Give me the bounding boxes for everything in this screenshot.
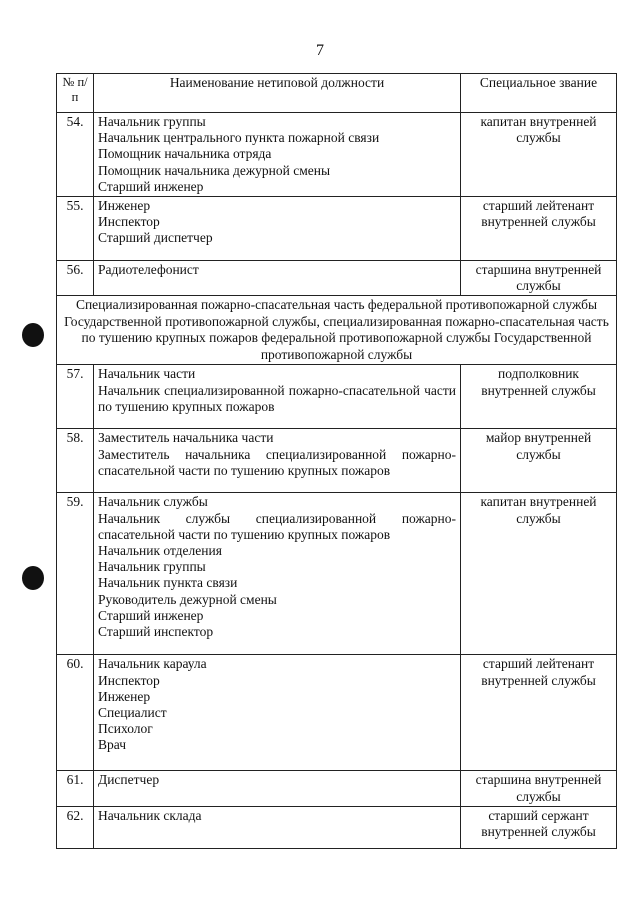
table-row <box>57 806 617 848</box>
table-row <box>57 261 617 296</box>
position-title: Начальник части <box>98 366 196 382</box>
table-row <box>57 429 617 493</box>
position-title: Помощник начальника отряда <box>98 146 272 162</box>
special-rank: старшина внутренней службы <box>461 261 617 296</box>
special-rank: подполковник внутренней службы <box>461 365 617 429</box>
row-number: 54. <box>57 113 94 197</box>
position-title: Руководитель дежурной смены <box>98 591 277 607</box>
position-title: Начальник группы <box>98 559 206 575</box>
header-title: Наименование нетиповой должности <box>94 74 461 113</box>
row-number: 62. <box>57 806 94 848</box>
position-title: Старший инженер <box>98 607 204 623</box>
special-rank: старший сержант внутренней службы <box>461 806 617 848</box>
row-number: 57. <box>57 365 94 429</box>
position-title: Инспектор <box>98 672 160 688</box>
table-body-b <box>57 365 617 848</box>
position-title: Врач <box>98 737 126 753</box>
position-title: Помощник начальника дежурной смены <box>98 162 331 178</box>
position-title: Радиотелефонист <box>98 262 199 278</box>
position-title: Начальник караула <box>98 656 207 672</box>
position-title: Старший диспетчер <box>98 230 213 246</box>
position-title: Старший инспектор <box>98 624 214 640</box>
position-title: Начальник службы специализированной пожарно-спасательной части по тушению крупных пожаров <box>98 510 456 542</box>
row-number: 60. <box>57 655 94 771</box>
table-body-a <box>57 113 617 296</box>
table-header-row <box>57 74 617 113</box>
row-number: 59. <box>57 493 94 655</box>
table-row <box>57 493 617 655</box>
position-title: Инженер <box>98 688 151 704</box>
position-title: Начальник склада <box>98 807 202 823</box>
punch-hole-mark <box>22 566 44 590</box>
table-row <box>57 113 617 197</box>
position-title: Диспетчер <box>98 772 160 788</box>
section-heading-row <box>57 296 617 365</box>
position-titles <box>94 655 461 771</box>
row-number: 58. <box>57 429 94 493</box>
position-titles <box>94 493 461 655</box>
position-title: Специалист <box>98 705 167 721</box>
position-titles <box>94 365 461 429</box>
positions-table <box>56 73 617 849</box>
table-row <box>57 655 617 771</box>
header-num: № п/п <box>57 74 94 113</box>
position-title: Начальник специализированной пожарно-спасательной части по тушению крупных пожаров <box>98 382 456 414</box>
position-title: Инспектор <box>98 214 160 230</box>
special-rank: капитан внутренней службы <box>461 113 617 197</box>
position-titles <box>94 771 461 806</box>
position-title: Начальник группы <box>98 114 206 129</box>
position-title: Старший инженер <box>98 178 204 194</box>
position-titles <box>94 261 461 296</box>
position-title: Инженер <box>98 198 151 214</box>
position-titles <box>94 429 461 493</box>
page-number: 7 <box>316 42 324 59</box>
position-title: Начальник пункта связи <box>98 575 238 591</box>
row-number: 55. <box>57 197 94 261</box>
position-title: Начальник отделения <box>98 543 222 559</box>
position-title: Психолог <box>98 721 153 737</box>
position-title: Заместитель начальника специализированной пожарно-спасательной части по тушению крупных пожаров <box>98 446 456 478</box>
table-row <box>57 771 617 806</box>
special-rank: капитан внутренней службы <box>461 493 617 655</box>
position-titles <box>94 806 461 848</box>
special-rank: старшина внутренней службы <box>461 771 617 806</box>
position-titles <box>94 113 461 197</box>
row-number: 61. <box>57 771 94 806</box>
position-title: Заместитель начальника части <box>98 430 274 446</box>
special-rank: майор внутренней службы <box>461 429 617 493</box>
row-number: 56. <box>57 261 94 296</box>
table-row <box>57 197 617 261</box>
position-title: Начальник центрального пункта пожарной связи <box>98 130 380 146</box>
punch-hole-mark <box>22 323 44 347</box>
special-rank: старший лейтенант внутренней службы <box>461 655 617 771</box>
position-titles <box>94 197 461 261</box>
table-row <box>57 365 617 429</box>
section-heading: Специализированная пожарно-спасательная часть федеральной противопожарной службы Государственной противопожарной службы, специализированная пожарно-спасательная часть по тушению крупных пожаров федеральной противопожарной службы Государственной противопожарной службы <box>57 296 617 365</box>
header-rank: Специальное звание <box>461 74 617 113</box>
special-rank: старший лейтенант внутренней службы <box>461 197 617 261</box>
position-title: Начальник службы <box>98 494 208 510</box>
